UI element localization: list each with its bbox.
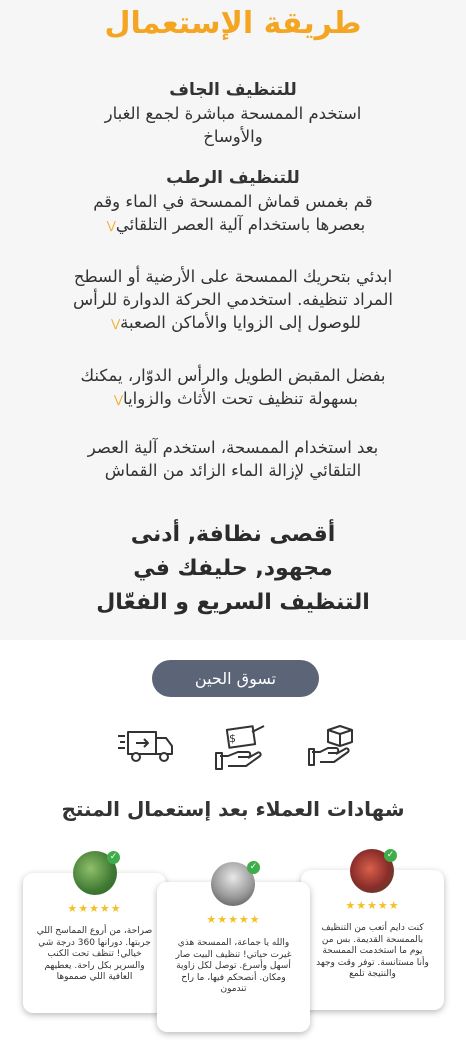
feature-icons — [0, 722, 466, 772]
testimonial-line: صراحة، من أروع المماسح اللي — [36, 926, 153, 936]
dry-line-1: استخدم الممسحة مباشرة لجمع الغبار — [104, 104, 362, 123]
slogan-line-1: أقصى نظافة, أدنى — [130, 522, 336, 547]
wet-line-2: بعصرها باستخدام آلية العصر التلقائي — [115, 215, 366, 234]
testimonial-line: تندمون — [220, 984, 247, 994]
wet-cleaning-block — [40, 168, 426, 237]
step-move-block — [30, 265, 436, 335]
testimonial-line: جربتها. دورانها 360 درجة شي — [38, 937, 151, 948]
shop-now-button[interactable]: تسوق الحين — [152, 660, 319, 697]
wet-cleaning-heading: للتنظيف الرطب — [166, 168, 300, 188]
step2-line-1: ابدئي بتحريك الممسحة على الأرضية أو السطح — [73, 267, 393, 286]
testimonial-line: غيرت حياتي! تنظيف البيت صار — [175, 949, 292, 960]
step3-line-1: بفضل المقبض الطويل والرأس الدوّار، يمكنك — [80, 366, 386, 385]
testimonial-line: والسرير بكل راحة. يعطيهم — [44, 960, 145, 971]
rating-stars: ★★★★★ — [345, 899, 400, 912]
wet-cleaning-text — [40, 190, 426, 237]
testimonial-text — [33, 926, 156, 984]
testimonial-line: يوم ما استخدمت الممسحة — [322, 946, 423, 956]
step-handle-block — [30, 364, 436, 411]
dry-cleaning-text — [40, 102, 426, 148]
step2-line-3: للوصول إلى الزوايا والأماكن الصعبة — [120, 313, 361, 332]
delivery-truck-icon — [116, 722, 176, 766]
step2-line-3-row — [30, 311, 436, 335]
testimonial-line: بالممسحة القديمة. بس من — [321, 934, 424, 945]
step2-line-2: المراد تنظيفه. استخدمي الحركة الدوارة للرأس — [72, 290, 394, 309]
testimonial-line: أسهل وأسرع. توصل لكل زاوية — [176, 961, 291, 971]
testimonial-line: والله يا جماعة، الممسحة هذي — [177, 938, 290, 948]
step-wring-block — [30, 436, 436, 482]
slogan — [0, 518, 466, 620]
slogan-line-3: التنظيف السريع و الفعّال — [96, 590, 370, 615]
rating-stars: ★★★★★ — [206, 913, 261, 926]
chevron-down-icon: ⋁ — [114, 393, 124, 406]
step3-line-2: بسهولة تنظيف تحت الأثاث والزوايا — [123, 389, 358, 408]
testimonial-line: كنت دايم أتعب من التنظيف — [321, 923, 424, 933]
verified-check-icon: ✓ — [247, 861, 260, 874]
step3-line-2-row — [30, 387, 436, 411]
dry-line-2: والأوساخ — [203, 127, 263, 146]
step4-line-1: بعد استخدام الممسحة، استخدم آلية العصر — [87, 438, 379, 457]
page-title: طريقة الإستعمال — [104, 6, 362, 41]
rating-stars: ★★★★★ — [67, 902, 122, 915]
dry-cleaning-heading: للتنظيف الجاف — [169, 80, 297, 100]
wet-line-2-row — [40, 213, 426, 237]
testimonial-line: ومكان. أنصحكم فيها، ما راح — [181, 972, 286, 983]
testimonial-line: وأنا مستانسة. توفر وقت وجهد — [316, 957, 429, 968]
chevron-down-icon: ⋁ — [111, 317, 121, 330]
testimonial-line: العافية اللي صمموها — [56, 972, 133, 982]
testimonial-text — [311, 923, 434, 981]
testimonial-line: خيالي! تنظف تحت الكنب — [47, 949, 142, 959]
testimonial-text — [167, 938, 300, 996]
dry-cleaning-block — [40, 80, 426, 148]
box-in-hand-icon — [308, 724, 356, 768]
testimonials-title: شهادات العملاء بعد إستعمال المنتج — [61, 797, 405, 821]
verified-check-icon: ✓ — [384, 849, 397, 862]
testimonial-line: والنتيجة تلمع — [349, 969, 396, 979]
chevron-down-icon: ⋁ — [106, 219, 116, 232]
wet-line-1: قم بغمس قماش الممسحة في الماء وقم — [93, 192, 373, 211]
svg-text:$: $ — [229, 732, 236, 745]
step4-line-2: التلقائي لإزالة الماء الزائد من القماش — [104, 461, 362, 480]
verified-check-icon: ✓ — [107, 851, 120, 864]
cash-payment-icon — [214, 722, 270, 772]
slogan-line-2: مجهود, حليفك في — [133, 556, 333, 581]
